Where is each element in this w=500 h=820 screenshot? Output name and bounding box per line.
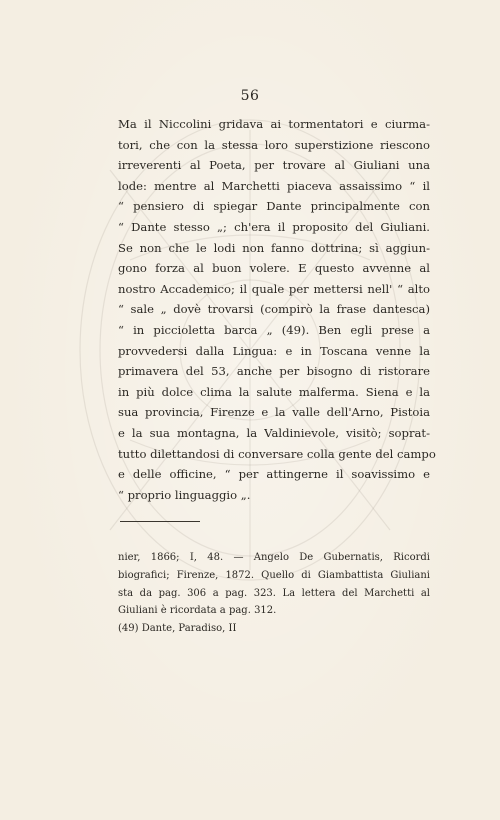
footnote-line: biografici; Firenze, 1872. Quello di Giambattista Giuliani (118, 569, 430, 581)
footnote-line: Giuliani è ricordata a pag. 312. (118, 605, 277, 617)
footnotes (118, 549, 430, 638)
text-line: “ Dante stesso „; ch'era il proposito del Giuliani. (118, 219, 430, 234)
text-line: “ pensiero di spiegar Dante principalmente con (118, 199, 430, 214)
page-number: 56 (240, 88, 260, 104)
text-line: Se non che le lodi non fanno dottrina; sì aggiun- (118, 240, 430, 255)
text-line: sua provincia, Firenze e la valle dell'Arno, Pistoia (118, 405, 430, 420)
text-line: e delle officine, “ per attingerne il soavissimo e (118, 467, 430, 482)
footnote-line: nier, 1866; I, 48. — Angelo De Gubernatis, Ricordi (118, 552, 430, 563)
text-line: irreverenti al Poeta, per trovare al Giuliani una (118, 158, 430, 173)
footnote-separator (120, 521, 200, 522)
text-line: “ in piccioletta barca „ (49). Ben egli prese a (118, 322, 430, 337)
text-line: tutto dilettandosi di conversare colla gente del campo (118, 446, 436, 461)
text-line: Ma il Niccolini gridava ai tormentatori e ciurma- (118, 117, 430, 131)
text-line: lode: mentre al Marchetti piaceva assaissimo “ il (118, 178, 430, 193)
text-line: provvedersi dalla Lingua: e in Toscana venne la (118, 343, 430, 358)
text-line: “ proprio linguaggio „. (118, 487, 251, 502)
footnote-line: (49) Dante, Paradiso, II (118, 623, 237, 635)
text-line: in più dolce clima la salute malferma. Siena e la (118, 384, 430, 399)
text-line: e la sua montagna, la Valdinievole, visitò; soprat- (118, 425, 430, 440)
footnote-line: sta da pag. 306 a pag. 323. La lettera del Marchetti al (118, 587, 430, 599)
text-line: primavera del 53, anche per bisogno di ristorare (118, 364, 430, 379)
text-line: nostro Accademico; il quale per mettersi nell' “ alto (118, 281, 430, 296)
text-line: tori, che con la stessa loro superstizione riescono (118, 137, 430, 152)
body-text (118, 114, 436, 505)
text-line: gono forza al buon volere. E questo avvenne al (118, 261, 430, 276)
text-line: “ sale „ dovè trovarsi (compirò la frase dantesca) (118, 302, 430, 317)
